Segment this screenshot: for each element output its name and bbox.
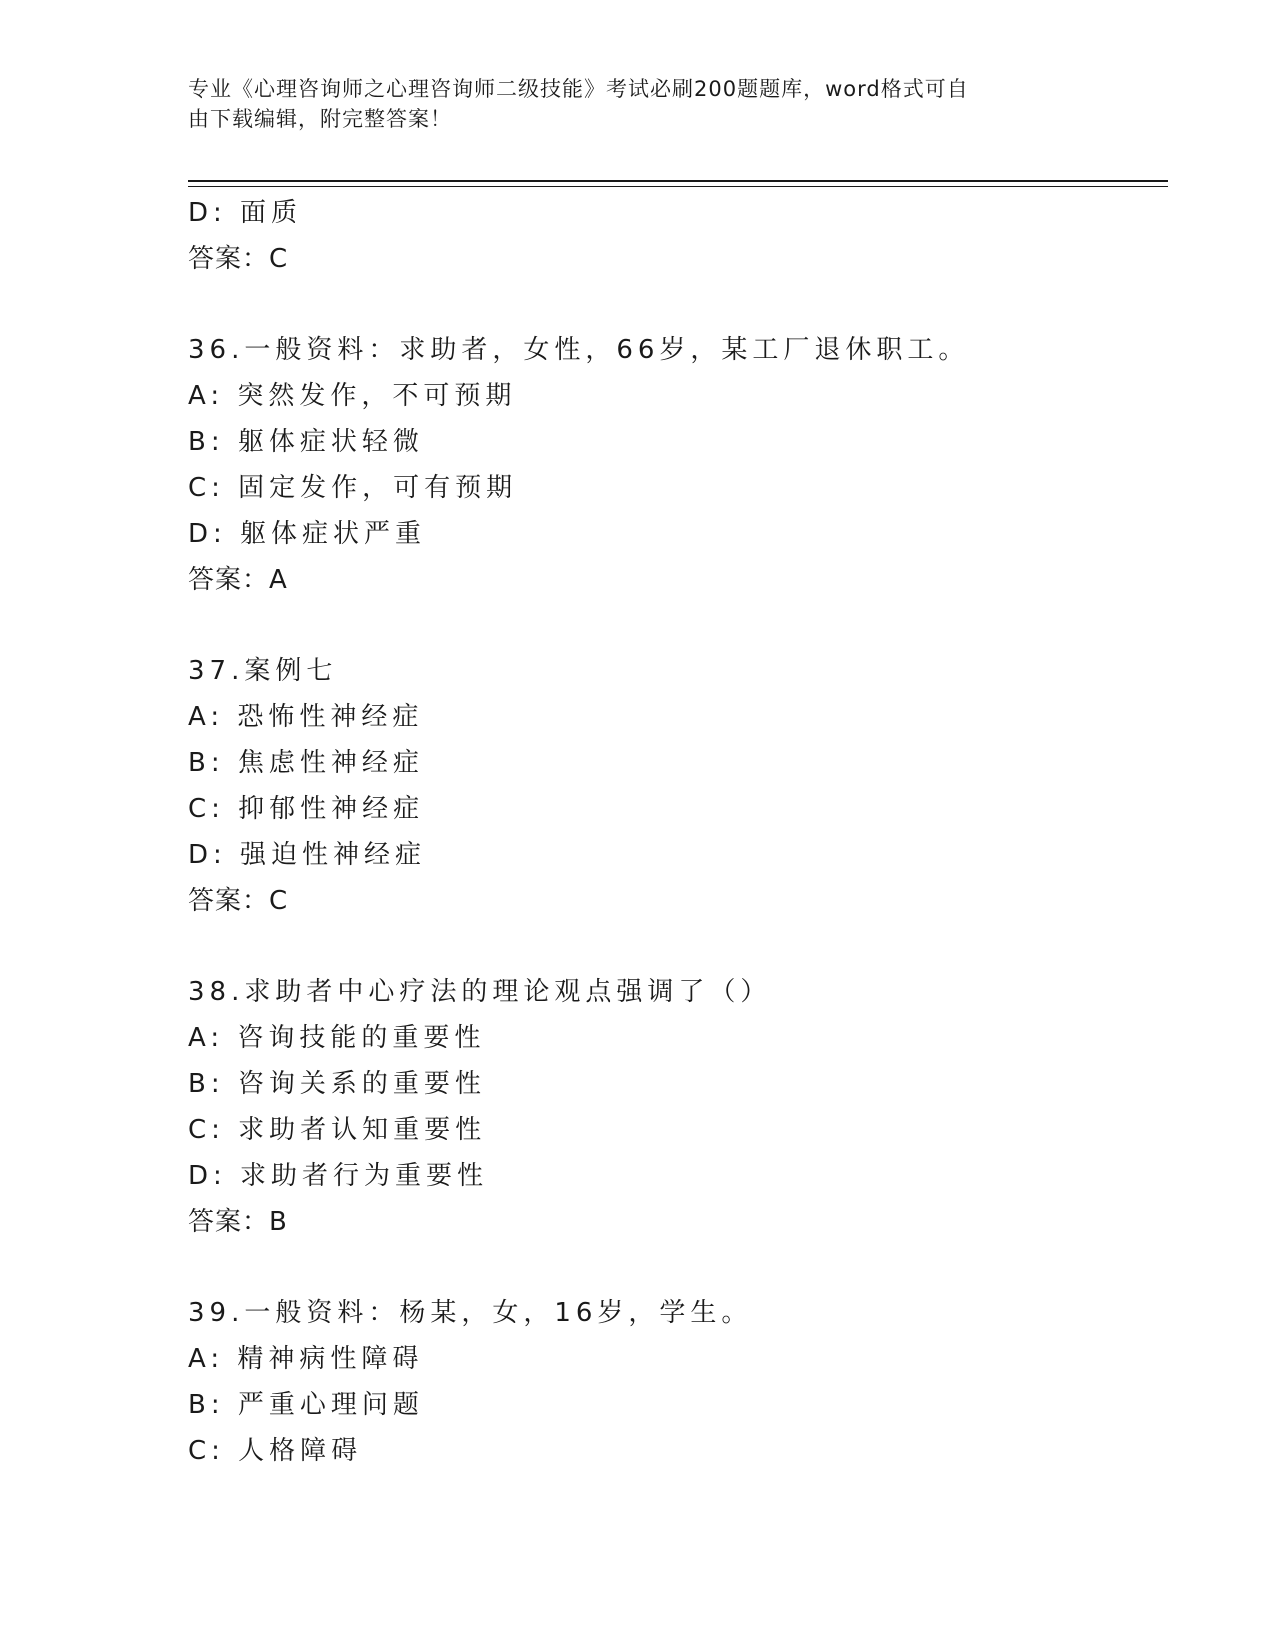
answer: 答案：A	[188, 565, 288, 595]
option-a: A: 突然发作，不可预期	[188, 381, 517, 411]
option-c: C: 抑郁性神经症	[188, 794, 425, 824]
option-a: A: 精神病性障碍	[188, 1344, 424, 1374]
option-a: A: 恐怖性神经症	[188, 702, 424, 732]
question-title: 37.案例七	[188, 656, 338, 686]
option-d: D: 躯体症状严重	[188, 519, 427, 549]
option-d: D: 强迫性神经症	[188, 840, 427, 870]
answer: 答案：C	[188, 244, 289, 274]
question-list	[188, 190, 1168, 1474]
option-c: C: 求助者认知重要性	[188, 1115, 487, 1145]
question-block-39	[188, 1290, 1168, 1474]
question-block-35	[188, 190, 1168, 282]
question-block-37	[188, 648, 1168, 924]
option-b: B: 严重心理问题	[188, 1390, 424, 1420]
document-header	[188, 74, 1088, 134]
question-block-36	[188, 327, 1168, 603]
question-title: 38.求助者中心疗法的理论观点强调了（）	[188, 977, 772, 1007]
question-title: 39.一般资料：杨某，女，16岁，学生。	[188, 1298, 753, 1328]
option-c: C: 人格障碍	[188, 1436, 363, 1466]
option-b: B: 躯体症状轻微	[188, 427, 424, 457]
header-divider-thick	[188, 180, 1168, 182]
header-divider-thin	[188, 186, 1168, 187]
header-line-2: 由下载编辑，附完整答案！	[188, 107, 452, 131]
question-block-38	[188, 969, 1168, 1245]
option-a: A: 咨询技能的重要性	[188, 1023, 486, 1053]
option-d: D: 面质	[188, 198, 303, 228]
answer: 答案：C	[188, 886, 289, 916]
question-title: 36.一般资料：求助者，女性，66岁，某工厂退休职工。	[188, 335, 970, 365]
option-d: D: 求助者行为重要性	[188, 1161, 489, 1191]
option-b: B: 焦虑性神经症	[188, 748, 424, 778]
option-b: B: 咨询关系的重要性	[188, 1069, 486, 1099]
option-c: C: 固定发作，可有预期	[188, 473, 518, 503]
header-line-1: 专业《心理咨询师之心理咨询师二级技能》考试必刷200题题库，word格式可自	[188, 77, 969, 101]
answer: 答案：B	[188, 1207, 288, 1237]
